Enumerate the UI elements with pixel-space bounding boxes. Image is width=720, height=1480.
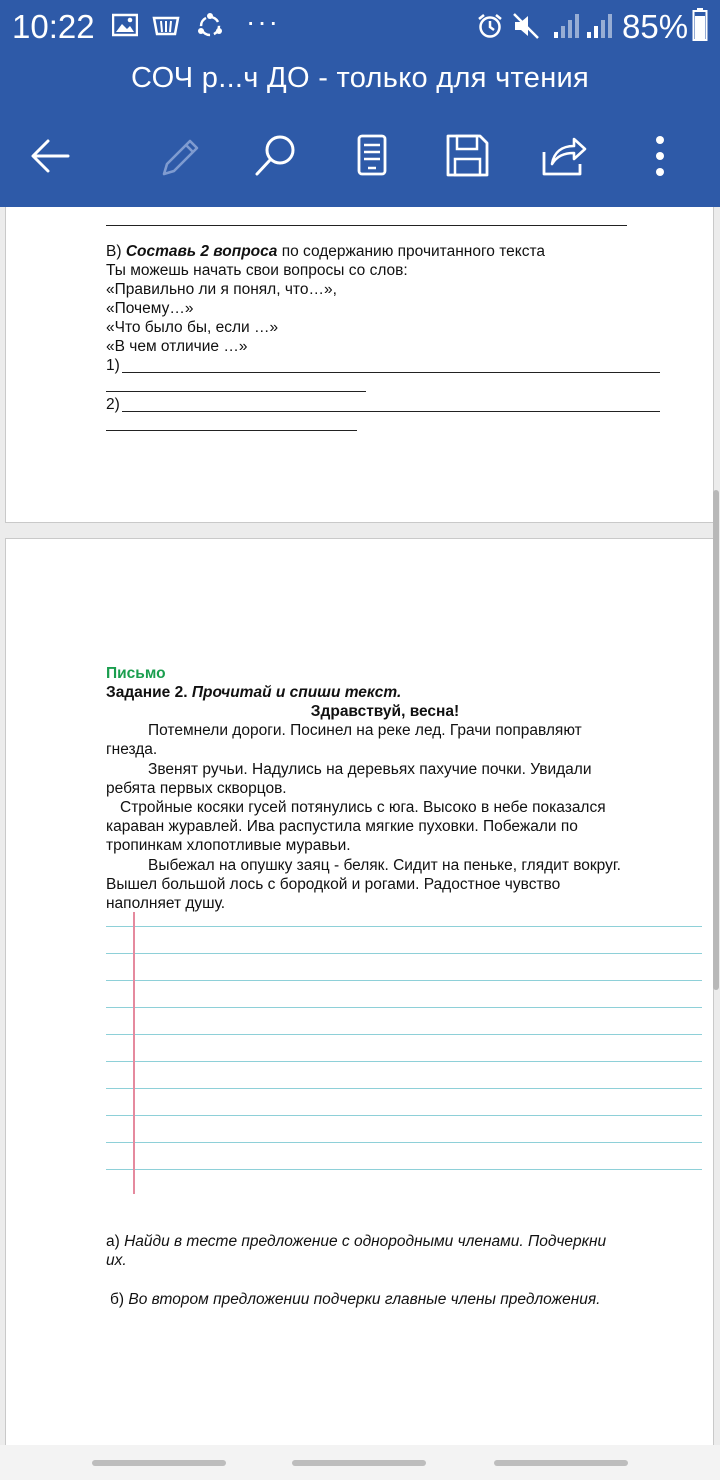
- task-a-text-cont: их.: [106, 1252, 127, 1269]
- task-v-line: «Что было бы, если …»: [106, 319, 279, 336]
- document-title: СОЧ р...ч ДО - только для чтения: [130, 62, 590, 94]
- share-button[interactable]: [536, 128, 592, 184]
- nav-recent-button[interactable]: [92, 1460, 226, 1466]
- scrollbar-thumb[interactable]: [713, 490, 719, 990]
- paragraph-line: гнезда.: [106, 741, 158, 758]
- status-bar: [0, 0, 720, 54]
- task-v-rest: по содержанию прочитанного текста: [277, 243, 545, 260]
- paragraph-line: тропинкам хлопотливые муравьи.: [106, 837, 351, 854]
- section-title-pismo: Письмо: [106, 665, 166, 682]
- back-button[interactable]: [24, 128, 80, 184]
- notebook-line: [106, 1007, 702, 1008]
- answer-1-label: 1): [106, 357, 120, 374]
- task-a-line-2: [106, 1251, 127, 1270]
- nav-home-button[interactable]: [292, 1460, 426, 1466]
- text-title: Здравствуй, весна!: [310, 703, 460, 720]
- task-b-prefix: б): [110, 1291, 129, 1308]
- document-page-2: [5, 538, 714, 1445]
- more-vertical-icon: [632, 128, 688, 184]
- task-b-text: Во втором предложении подчерки главные члены предложения.: [128, 1291, 601, 1308]
- paragraph-line: ребята первых скворцов.: [106, 780, 287, 797]
- battery-percent: 85%: [622, 8, 689, 45]
- search-icon: [248, 128, 304, 184]
- paragraph-line: Выбежал на опушку заяц - беляк. Сидит на пеньке, глядит вокруг.: [148, 857, 621, 874]
- task-a-text: Найди в тесте предложение с однородными членами. Подчеркни: [124, 1233, 607, 1250]
- back-arrow-icon: [24, 128, 80, 184]
- mute-icon: [512, 12, 542, 45]
- top-separator-line: [106, 225, 627, 226]
- task-v-heading: [106, 242, 545, 261]
- save-button[interactable]: [440, 128, 496, 184]
- task-v-line: «Почему…»: [106, 300, 194, 317]
- task-v-bold: Составь 2 вопроса: [125, 243, 278, 260]
- paragraph-line: Стройные косяки гусей потянулись с юга. Высоко в небе показался: [120, 799, 606, 816]
- alarm-icon: [476, 12, 504, 45]
- notebook-line: [106, 980, 702, 981]
- task-2-heading: [106, 683, 401, 702]
- answer-1-line-cont: [106, 391, 366, 392]
- edit-pencil-icon: [152, 128, 208, 184]
- notebook-line: [106, 1088, 702, 1089]
- battery-icon: [692, 8, 708, 47]
- basket-icon: [152, 12, 180, 43]
- answer-2-label: 2): [106, 396, 120, 413]
- notebook-line: [106, 1034, 702, 1035]
- paragraph-line: Звенят ручьи. Надулись на деревьях пахучие почки. Увидали: [148, 761, 592, 778]
- notebook-line: [106, 1115, 702, 1116]
- read-mode-icon: [344, 128, 400, 184]
- notebook-margin-line: [133, 912, 135, 1194]
- share-icon: [536, 128, 592, 184]
- document-viewport[interactable]: [0, 207, 720, 1445]
- notebook-line: [106, 1061, 702, 1062]
- more-options-button[interactable]: [632, 128, 688, 184]
- notebook-line: [106, 1169, 702, 1170]
- task-v-line: «В чем отличие …»: [106, 338, 248, 355]
- answer-2-line: [122, 411, 660, 412]
- more-notifications: ···: [246, 6, 280, 37]
- task-2-instruction: Прочитай и спиши текст.: [191, 684, 402, 701]
- gallery-icon: [112, 12, 138, 43]
- notebook-line: [106, 953, 702, 954]
- edit-button[interactable]: [152, 128, 208, 184]
- paragraph-line: Вышел большой лось с бородкой и рогами. Радостное чувство: [106, 876, 561, 893]
- signal-icon-1: [552, 12, 580, 45]
- save-icon: [440, 128, 496, 184]
- paragraph-line: Потемнели дороги. Посинел на реке лед. Грачи поправляют: [148, 722, 582, 739]
- app-bar: [0, 0, 720, 207]
- nav-back-button[interactable]: [494, 1460, 628, 1466]
- notebook-line: [106, 1142, 702, 1143]
- system-nav-bar: [0, 1445, 720, 1480]
- answer-1-line: [122, 372, 660, 373]
- task-v-line: «Правильно ли я понял, что…»,: [106, 281, 337, 298]
- task-v-prefix: В): [106, 243, 126, 260]
- search-button[interactable]: [248, 128, 304, 184]
- paragraph-line: караван журавлей. Ива распустила мягкие пуховки. Побежали по: [106, 818, 578, 835]
- task-v-line: Ты можешь начать свои вопросы со слов:: [106, 262, 408, 279]
- task-a-line-1: [106, 1232, 606, 1251]
- notebook-line: [106, 926, 702, 927]
- sync-icon: [196, 12, 224, 45]
- document-page-1: [5, 207, 714, 523]
- paragraph-line: наполняет душу.: [106, 895, 226, 912]
- answer-2-line-cont: [106, 430, 357, 431]
- task-a-prefix: а): [106, 1233, 125, 1250]
- task-2-prefix: Задание 2.: [106, 684, 192, 701]
- signal-icon-2: [585, 12, 613, 45]
- status-time: 10:22: [12, 8, 95, 45]
- read-mode-button[interactable]: [344, 128, 400, 184]
- task-b-line: [110, 1290, 600, 1309]
